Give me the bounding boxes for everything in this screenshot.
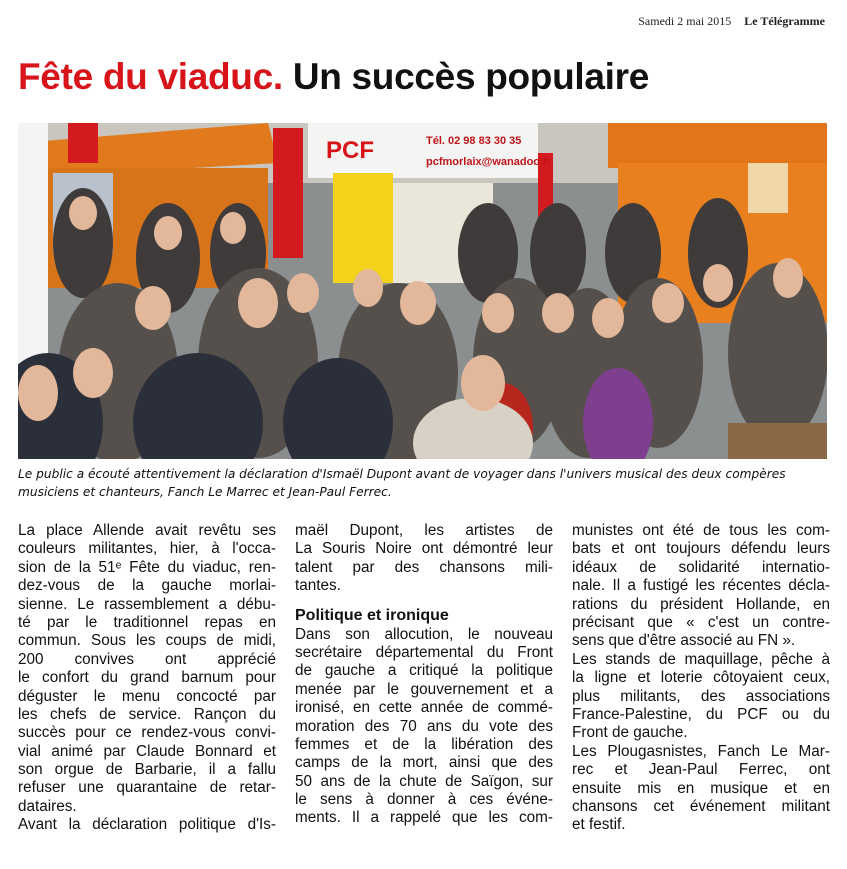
article-column-2 [295, 522, 553, 828]
text-line: tantes. [295, 577, 341, 595]
text-line: femmes et de la libération des [295, 735, 553, 753]
text-line: té par le traditionnel repas en [18, 613, 276, 631]
text-line: de gauche a critiqué la politique [295, 662, 553, 680]
text-line: Dans son allocution, le nouveau [295, 625, 553, 643]
text-line: sion de la 51ᵉ Fête du viaduc, ren- [18, 558, 276, 576]
text-line: rec et Jean-Paul Ferrec, ont [572, 761, 830, 779]
issue-date: Samedi 2 mai 2015 [638, 14, 732, 28]
text-line: refuser une quarantaine de retar- [18, 779, 276, 797]
text-line: le confort du grand barnum pour [18, 669, 276, 687]
text-line: La place Allende avait revêtu ses [18, 522, 276, 539]
text-line: chansons cet événement militant [572, 797, 830, 815]
text-line: vial animé par Claude Bonnard et [18, 742, 276, 760]
text-line: nale. Il a fustigé les récentes décla- [572, 577, 830, 595]
article-headline [18, 56, 649, 98]
text-line: sienne. Le rassemblement a débu- [18, 595, 276, 613]
text-line: ments. Il a rappelé que les com- [295, 809, 553, 827]
text-line: secrétaire départemental du Front [295, 643, 553, 661]
text-line: idéaux de solidarité internatio- [572, 558, 830, 576]
newspaper-name: Le Télégramme [744, 14, 825, 28]
text-line: couleurs militantes, hier, à l'occa- [18, 540, 276, 558]
text-line: bats et ont toujours défendu leurs [572, 540, 830, 558]
text-line: La Souris Noire ont démontré leur [295, 540, 553, 558]
caption-line: Le public a écouté attentivement la déclaration d'Ismaël Dupont avant de voyager dans l'univers musical des deux compères [18, 467, 786, 481]
text-line: talent par des chansons mili- [295, 558, 553, 576]
article-photo [18, 123, 827, 459]
text-line: munistes ont été de tous les com- [572, 522, 830, 539]
text-line: 50 ans de la chute de Saïgon, sur [295, 772, 553, 790]
text-line: Front de gauche. [572, 724, 688, 742]
text-line: précisant que « c'est un contre- [572, 613, 830, 631]
text-line: moration des 70 ans du vote des [295, 717, 553, 735]
text-line: rations du président Hollande, en [572, 595, 830, 613]
text-line: et festif. [572, 816, 626, 834]
text-line: ensuite mis en musique et en [572, 779, 830, 797]
page-header [638, 14, 825, 29]
text-line: Avant la déclaration politique d'Is- [18, 816, 276, 834]
text-line: commun. Sous les coups de midi, [18, 632, 276, 650]
headline-kicker: Fête du viaduc. [18, 56, 283, 97]
text-line: France-Palestine, du PCF ou du [572, 705, 830, 723]
text-line: ironisé, en cette année de commé- [295, 699, 553, 717]
text-line: sens que d'être associé au FN ». [572, 632, 796, 650]
text-line: maël Dupont, les artistes de [295, 522, 553, 539]
text-line: Les stands de maquillage, pêche à [572, 650, 830, 668]
text-line: dez-vous de la gauche morlai- [18, 577, 276, 595]
text-line: déguster le menu concocté par [18, 687, 276, 705]
caption-line: musiciens et chanteurs, Fanch Le Marrec et Jean-Paul Ferrec. [18, 485, 392, 499]
section-subhead: Politique et ironique [295, 606, 449, 624]
text-line: menée par le gouvernement et a [295, 680, 553, 698]
article-column-1 [18, 522, 276, 835]
banner-phone: Tél. 02 98 83 30 35 [426, 135, 522, 147]
text-line: camps de la mort, ainsi que des [295, 754, 553, 772]
headline-title: Un succès populaire [292, 56, 650, 97]
banner-pcf: PCF [326, 137, 374, 164]
text-line: la ligne et loterie côtoyaient ceux, [572, 669, 830, 687]
text-line: 200 convives ont apprécié [18, 650, 276, 668]
text-line: dataires. [18, 797, 77, 815]
crowd-photo-illustration [18, 123, 827, 459]
text-line: le sens à donner à ces événe- [295, 791, 553, 809]
article-column-3 [572, 522, 830, 835]
photo-caption [18, 465, 827, 501]
text-line: succès pour ce rendez-vous convi- [18, 724, 276, 742]
text-line: les chefs de service. Rançon du [18, 705, 276, 723]
text-line: Les Plougasnistes, Fanch Le Mar- [572, 742, 830, 760]
banner-email: pcfmorlaix@wanadoo.fr [426, 156, 552, 168]
text-line: son orgue de Barbarie, il a fallu [18, 761, 276, 779]
text-line: plus militants, des associations [572, 687, 830, 705]
